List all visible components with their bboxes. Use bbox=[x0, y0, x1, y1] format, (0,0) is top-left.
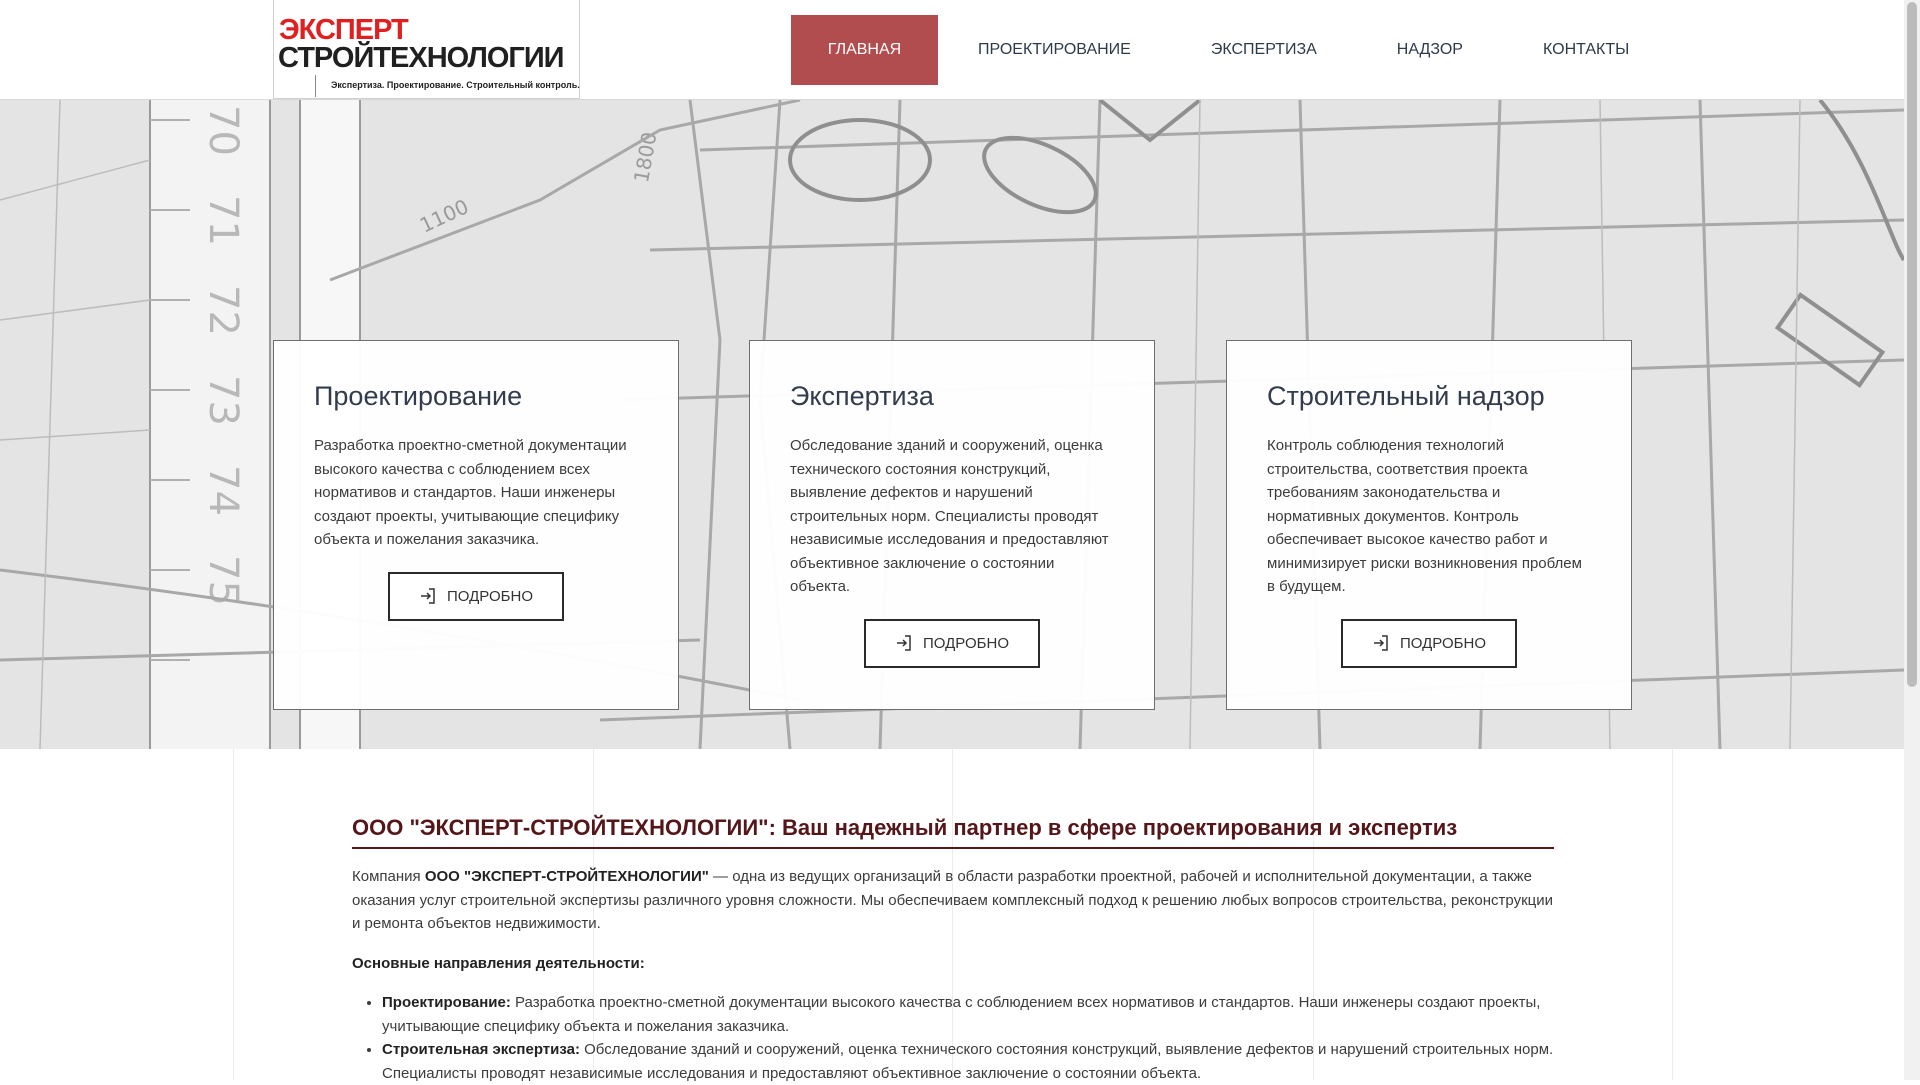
directions-title: Основные направления деятельности: bbox=[352, 954, 645, 972]
button-label: ПОДРОБНО bbox=[1400, 634, 1486, 652]
page-scrollbar[interactable] bbox=[1904, 0, 1920, 1080]
card-title: Строительный надзор bbox=[1267, 381, 1545, 411]
directions-title-paragraph bbox=[352, 952, 1554, 976]
more-button-design[interactable] bbox=[388, 572, 564, 621]
site-logo[interactable] bbox=[273, 0, 580, 99]
list-item bbox=[382, 991, 1554, 1038]
more-button-expertise[interactable] bbox=[864, 619, 1040, 668]
about-intro bbox=[352, 865, 1554, 936]
list-item bbox=[382, 1038, 1554, 1085]
ruler-label-71: 71 bbox=[200, 195, 246, 246]
card-title: Проектирование bbox=[314, 381, 523, 411]
card-text: Разработка проектно-сметной документации высокого качества с соблюдением всех нормативов и стандартов. Наши инженеры создают проекты, учитывающие специфику объекта и пожелания заказчика. bbox=[314, 437, 627, 548]
service-card-expertise bbox=[749, 340, 1155, 710]
logo-tagline: Экспертиза. Проектирование. Строительный контроль. bbox=[331, 80, 580, 90]
card-title: Экспертиза bbox=[790, 381, 934, 411]
card-text: Обследование зданий и сооружений, оценка технического состояния конструкций, выявление дефектов и нарушений строительных норм. Специалисты проводят независимые исследования и предоставляют объективное заключение о состоянии объекта. bbox=[790, 437, 1109, 595]
ruler-label-70: 70 bbox=[200, 105, 246, 156]
sign-in-icon bbox=[1372, 634, 1390, 652]
direction-text: Обследование зданий и сооружений, оценка технического состояния конструкций, выявление дефектов и нарушений строительных норм. Специалисты проводят независимые исследования и предоставляют объективное заключение о состоянии объекта. bbox=[382, 1041, 1554, 1082]
about-content bbox=[352, 815, 1554, 1085]
ruler-label-75: 75 bbox=[200, 555, 246, 606]
sign-in-icon bbox=[419, 587, 437, 605]
nav-item-supervision[interactable]: НАДЗОР bbox=[1396, 41, 1463, 58]
direction-term: Проектирование: bbox=[382, 994, 511, 1011]
direction-text: Разработка проектно-сметной документации высокого качества с соблюдением всех нормативов и стандартов. Наши инженеры создают проекты, учитывающие специфику объекта и пожелания заказчика. bbox=[382, 994, 1541, 1035]
site-header bbox=[0, 0, 1904, 100]
directions-list bbox=[352, 991, 1554, 1085]
nav-item-expertise[interactable]: ЭКСПЕРТИЗА bbox=[1210, 41, 1317, 58]
about-section bbox=[0, 749, 1904, 1080]
scrollbar-thumb[interactable] bbox=[1907, 2, 1917, 687]
logo-line-1: ЭКСПЕРТ bbox=[279, 14, 408, 46]
blueprint-dim-1100: 1100 bbox=[415, 194, 473, 238]
grid-line bbox=[1672, 749, 1673, 1080]
ruler-label-72: 72 bbox=[200, 285, 246, 336]
main-nav bbox=[791, 15, 1669, 85]
logo-line-2: СТРОЙТЕХНОЛОГИИ bbox=[278, 42, 564, 74]
service-card-supervision bbox=[1226, 340, 1632, 710]
intro-prefix: Компания bbox=[352, 868, 425, 885]
button-label: ПОДРОБНО bbox=[447, 587, 533, 605]
nav-item-contacts[interactable]: КОНТАКТЫ bbox=[1542, 41, 1630, 58]
more-button-supervision[interactable] bbox=[1341, 619, 1517, 668]
sign-in-icon bbox=[895, 634, 913, 652]
grid-line bbox=[233, 749, 234, 1080]
direction-term: Строительная экспертиза: bbox=[382, 1041, 580, 1058]
logo-divider bbox=[315, 75, 316, 97]
button-label: ПОДРОБНО bbox=[923, 634, 1009, 652]
ruler-label-74: 74 bbox=[200, 465, 246, 516]
hero-section bbox=[0, 100, 1904, 749]
nav-item-design[interactable]: ПРОЕКТИРОВАНИЕ bbox=[978, 41, 1131, 58]
card-text: Контроль соблюдения технологий строительства, соответствия проекта требованиям законодательства и нормативных документов. Контроль обеспечивает высокое качество работ и минимизирует риски возникновения проблем в будущем. bbox=[1267, 437, 1582, 595]
ruler-label-73: 73 bbox=[200, 375, 246, 426]
about-heading: ООО "ЭКСПЕРТ-СТРОЙТЕХНОЛОГИИ": Ваш надежный партнер в сфере проектирования и экспертиз bbox=[352, 815, 1554, 849]
intro-company: ООО "ЭКСПЕРТ-СТРОЙТЕХНОЛОГИИ" bbox=[424, 868, 709, 885]
intro-rest: — одна из ведущих организаций в области разработки проектной, рабочей и исполнительной документации, а также оказания услуг строительной экспертизы различного уровня сложности. Мы обеспечиваем комплексный подход к решению любых вопросов строительства, реконструкции и ремонта объектов недвижимости. bbox=[352, 868, 1553, 932]
service-card-design bbox=[273, 340, 679, 710]
nav-item-home[interactable]: ГЛАВНАЯ bbox=[791, 15, 938, 85]
blueprint-dim-1800: 1800 bbox=[629, 130, 662, 185]
